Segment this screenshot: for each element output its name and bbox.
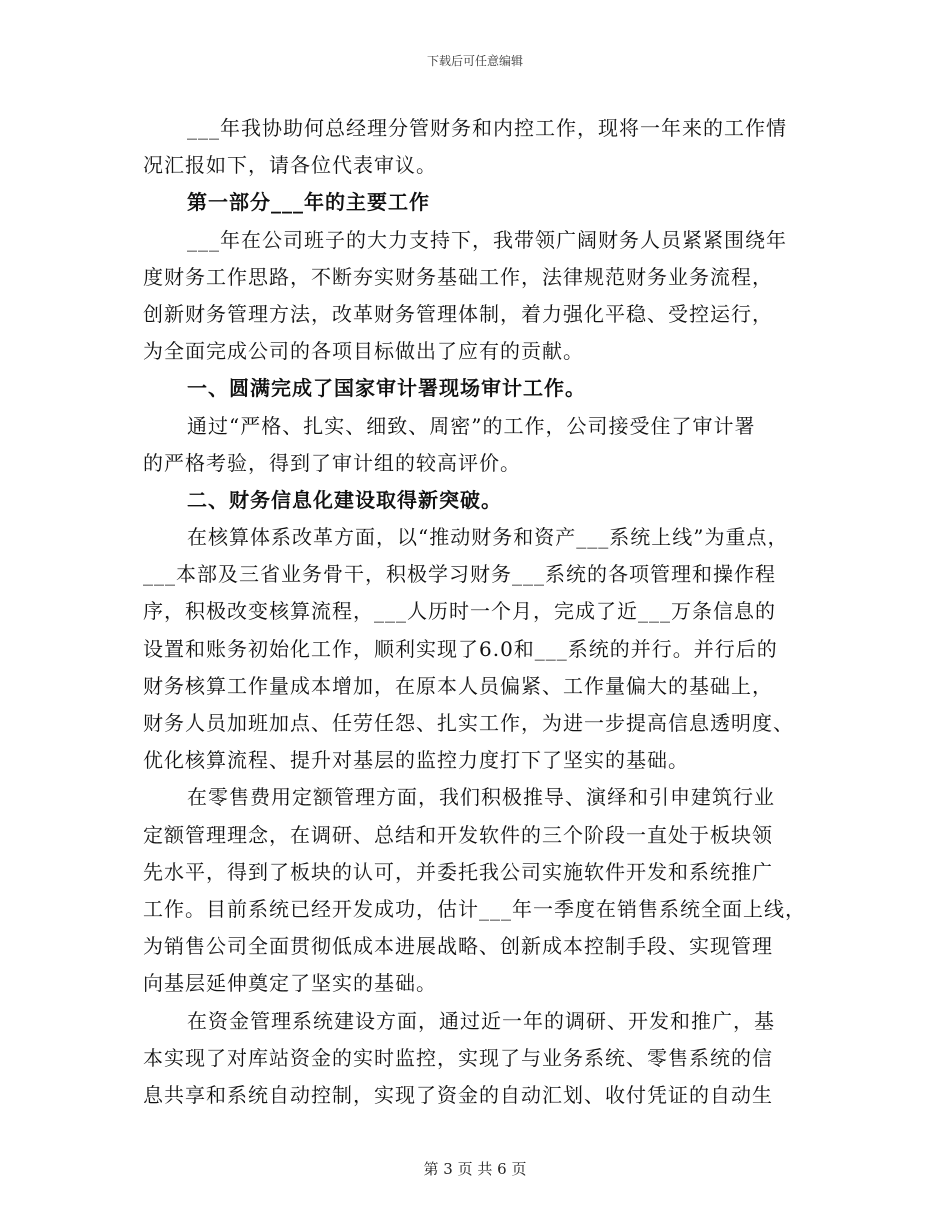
paragraph-line: 况汇报如下，请各位代表审议。 xyxy=(143,153,437,178)
paragraph-line: 的严格考验，得到了审计组的较高评价。 xyxy=(143,450,521,475)
paragraph-line: 为销售公司全面贯彻低成本进展战略、创新成本控制手段、实现管理 xyxy=(143,934,773,959)
paragraph-line: 在核算体系改革方面，以“推动财务和资产___系统上线”为重点， xyxy=(187,525,789,550)
document-body xyxy=(143,110,833,1114)
section-heading: 一、圆满完成了国家审计署现场审计工作。 xyxy=(187,376,586,401)
paragraph-line: 息共享和系统自动控制，实现了资金的自动汇划、收付凭证的自动生 xyxy=(143,1082,773,1107)
paragraph-line: 序，积极改变核算流程，___人历时一个月，完成了近___万条信息的 xyxy=(143,599,776,624)
page-header: 下载后可任意编辑 xyxy=(426,54,523,68)
paragraph-line: 在资金管理系统建设方面，通过近一年的调研、开发和推广，基 xyxy=(187,1008,775,1033)
paragraph-line: ___年在公司班子的大力支持下，我带领广阔财务人员紧紧围绕年 xyxy=(187,227,787,252)
paragraph-line: 为全面完成公司的各项目标做出了应有的贡献。 xyxy=(143,339,584,364)
paragraph-line: 优化核算流程、提升对基层的监控力度打下了坚实的基础。 xyxy=(143,748,689,773)
paragraph-line: 财务核算工作量成本增加，在原本人员偏紧、工作量偏大的基础上， xyxy=(143,673,773,698)
paragraph-line: 先水平，得到了板块的认可，并委托我公司实施软件开发和系统推广 xyxy=(143,859,773,884)
paragraph-line: 设置和账务初始化工作，顺利实现了6.0和___系统的并行。并行后的 xyxy=(143,636,778,661)
paragraph-line: 度财务工作思路，不断夯实财务基础工作，法律规范财务业务流程， xyxy=(143,264,773,289)
paragraph-line: 定额管理理念，在调研、总结和开发软件的三个阶段一直处于板块领 xyxy=(143,822,773,847)
paragraph-line: ___本部及三省业务骨干，积极学习财务___系统的各项管理和操作程 xyxy=(143,562,776,587)
paragraph-line: 通过“严格、扎实、细致、周密”的工作，公司接受住了审计署 xyxy=(187,413,756,438)
paragraph-line: 工作。目前系统已经开发成功，估计___年一季度在销售系统全面上线， xyxy=(143,896,806,921)
paragraph-line: 财务人员加班加点、任劳任怨、扎实工作，为进一步提高信息透明度、 xyxy=(143,711,794,735)
paragraph-line: 向基层延伸奠定了坚实的基础。 xyxy=(143,971,437,996)
paragraph-line: 本实现了对库站资金的实时监控，实现了与业务系统、零售系统的信 xyxy=(143,1045,773,1070)
section-heading: 二、财务信息化建设取得新突破。 xyxy=(187,487,502,512)
paragraph-line: ___年我协助何总经理分管财务和内控工作，现将一年来的工作情 xyxy=(187,116,787,140)
page-footer: 第 3 页 共 6 页 xyxy=(423,1160,527,1178)
section-heading: 第一部分___年的主要工作 xyxy=(187,190,430,215)
paragraph-line: 在零售费用定额管理方面，我们积极推导、演绎和引申建筑行业 xyxy=(187,785,775,810)
paragraph-line: 创新财务管理方法，改革财务管理体制，着力强化平稳、受控运行， xyxy=(143,301,773,326)
